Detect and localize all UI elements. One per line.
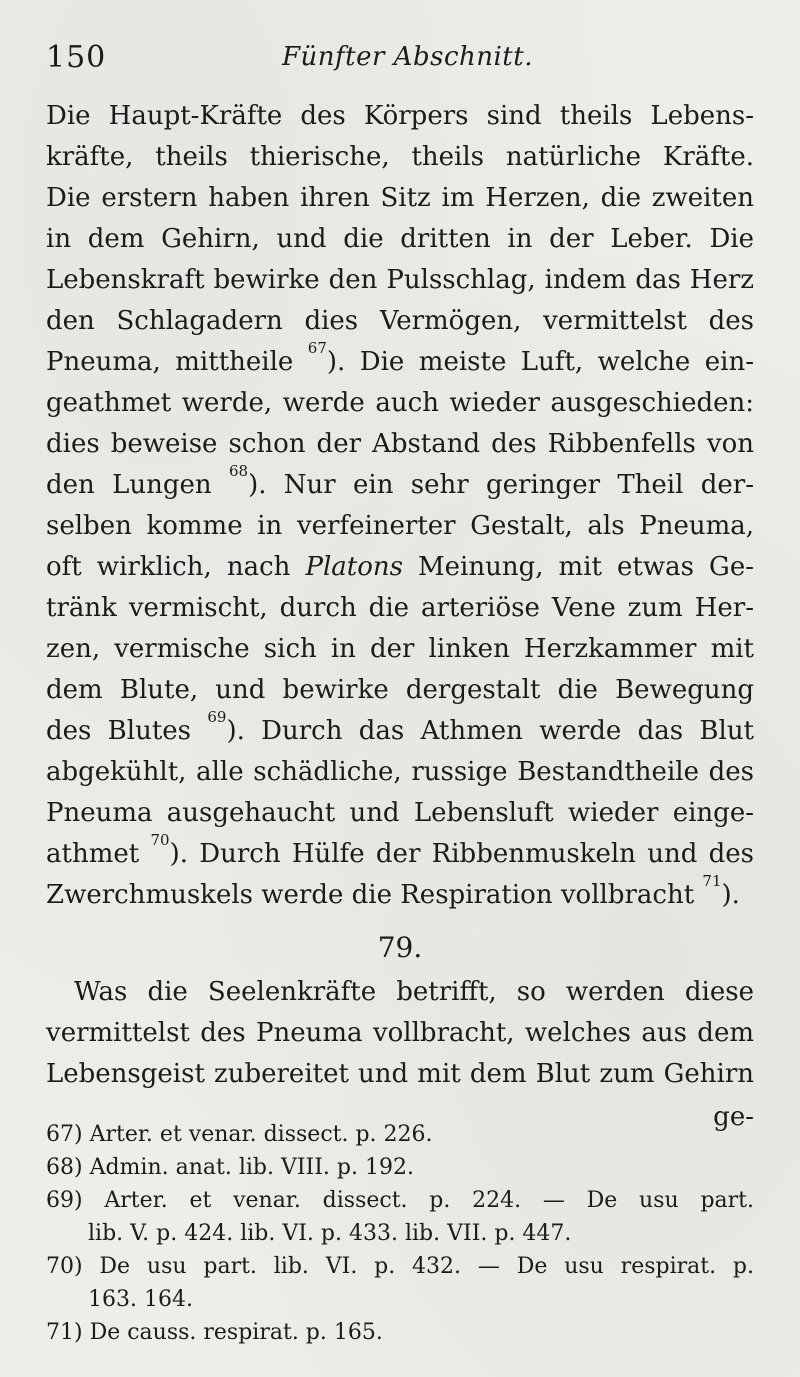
text-line: tränk vermischt, durch die arteriöse Vene zum Her- bbox=[46, 593, 754, 623]
text-line: Die Haupt-Kräfte des Körpers sind theils Lebens- bbox=[46, 101, 754, 131]
text-segment: ). Durch das Athmen werde das Blut bbox=[226, 716, 755, 746]
text-segment: oft wirklich, nach bbox=[46, 552, 306, 582]
text-line bbox=[46, 339, 755, 383]
text-segment: Meinung, mit etwas Ge- bbox=[402, 552, 754, 582]
text-line: den Schlagadern dies Vermögen, vermittelst des bbox=[46, 306, 754, 336]
text-line: selben komme in verfeinerter Gestalt, als Pneuma, bbox=[46, 511, 754, 541]
text-line: dem Blute, und bewirke dergestalt die Bewegung bbox=[46, 675, 754, 705]
text-segment: den Lungen bbox=[46, 470, 212, 500]
text-line: dies beweise schon der Abstand des Ribbenfells von bbox=[46, 429, 754, 459]
running-head: Fünfter Abschnitt. bbox=[282, 42, 533, 72]
text-segment: des Blutes bbox=[46, 716, 192, 746]
footnote-ref-70[interactable]: 70 bbox=[150, 831, 170, 849]
footnote-ref-69[interactable]: 69 bbox=[207, 708, 227, 726]
text-segment: athmet bbox=[46, 839, 140, 869]
footnote-ref-67[interactable]: 67 bbox=[307, 339, 327, 357]
footnote-70-continued: 163. 164. bbox=[88, 1287, 193, 1312]
text-segment: ). Durch Hülfe der Ribbenmuskeln und des bbox=[169, 839, 754, 869]
text-line: Pneuma ausgehaucht und Lebensluft wieder einge- bbox=[46, 798, 754, 828]
text-line: kräfte, theils thierische, theils natürliche Kräfte. bbox=[46, 142, 754, 172]
text-segment: Zwerchmuskels werde die Respiration vollbracht bbox=[46, 880, 695, 910]
italic-name: Platons bbox=[305, 552, 403, 582]
footnote-71: 71) De causs. respirat. p. 165. bbox=[46, 1320, 383, 1345]
page-number: 150 bbox=[46, 40, 107, 75]
text-line bbox=[46, 547, 754, 588]
footnote-69: 69) Arter. et venar. dissect. p. 224. — De usu part. bbox=[46, 1188, 754, 1213]
text-segment: ). Nur ein sehr geringer Theil der- bbox=[248, 470, 754, 500]
footnote-70: 70) De usu part. lib. VI. p. 432. — De usu respirat. p. bbox=[46, 1254, 754, 1279]
text-segment: ). bbox=[721, 880, 740, 910]
text-segment: Pneuma, mittheile bbox=[46, 347, 294, 377]
footnote-ref-71[interactable]: 71 bbox=[702, 872, 722, 890]
text-line bbox=[46, 708, 755, 752]
catchword: ge- bbox=[713, 1102, 754, 1132]
body-text bbox=[46, 96, 754, 1135]
footnote-68: 68) Admin. anat. lib. VIII. p. 192. bbox=[46, 1155, 414, 1180]
text-line: Lebensgeist zubereitet und mit dem Blut zum Gehirn bbox=[46, 1059, 754, 1089]
footnote-ref-68[interactable]: 68 bbox=[228, 462, 249, 480]
text-line: in dem Gehirn, und die dritten in der Leber. Die bbox=[46, 224, 754, 254]
text-line bbox=[46, 462, 754, 506]
text-line: Was die Seelenkräfte betrifft, so werden diese bbox=[74, 977, 754, 1007]
text-line: Lebenskraft bewirke den Pulsschlag, indem das Herz bbox=[46, 265, 754, 295]
text-line bbox=[46, 831, 754, 875]
page-header bbox=[46, 40, 760, 82]
footnote-67: 67) Arter. et venar. dissect. p. 226. bbox=[46, 1122, 433, 1147]
text-line bbox=[46, 872, 754, 916]
text-line: vermittelst des Pneuma vollbracht, welches aus dem bbox=[46, 1018, 754, 1048]
text-segment: ). Die meiste Luft, welche ein- bbox=[326, 347, 755, 377]
text-line: geathmet werde, werde auch wieder ausgeschieden: bbox=[46, 388, 754, 418]
footnote-69-continued: lib. V. p. 424. lib. VI. p. 433. lib. VII. p. 447. bbox=[88, 1221, 572, 1246]
footnotes bbox=[46, 1118, 754, 1349]
text-line: zen, vermische sich in der linken Herzkammer mit bbox=[46, 634, 754, 664]
section-number: 79. bbox=[377, 931, 423, 964]
text-line: abgekühlt, alle schädliche, russige Bestandtheile des bbox=[46, 757, 754, 787]
text-line: Die erstern haben ihren Sitz im Herzen, die zweiten bbox=[46, 183, 754, 213]
